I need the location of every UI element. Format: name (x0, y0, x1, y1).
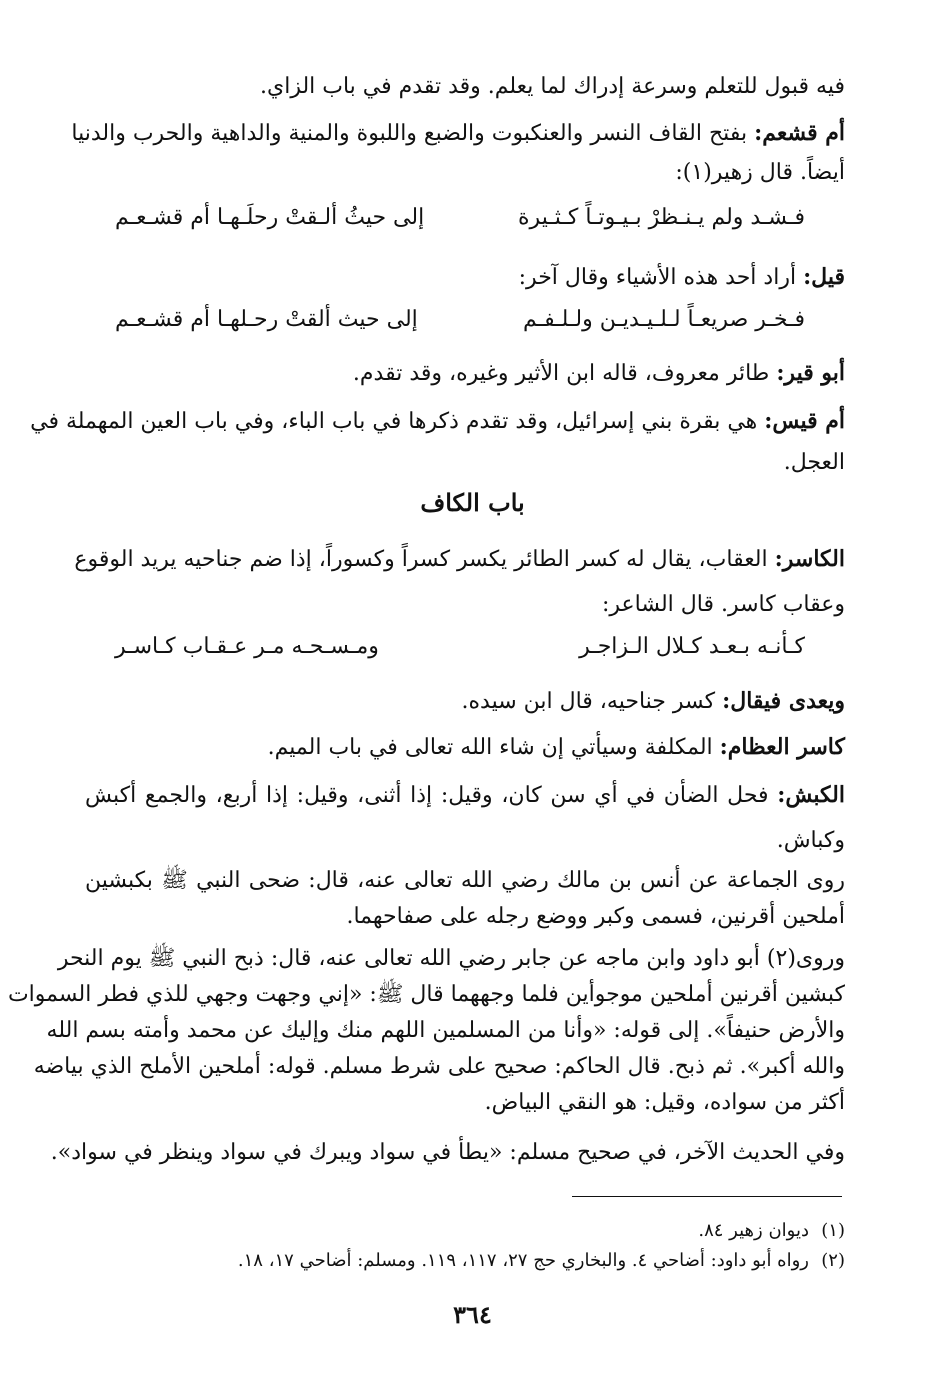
entry-text: العقاب، يقال له كسر الطائر يكسر كسراً وكسوراً، إذا ضم جناحيه يريد الوقوع (74, 547, 775, 572)
entry-term: ويعدى فيقال: (722, 688, 845, 714)
page-number: ٣٦٤ (453, 1300, 492, 1329)
text-line: أكثر من سواده، وقيل: هو النقي البياض. (484, 1090, 845, 1115)
entry-al-kasir (74, 544, 845, 575)
verse-hemistich-second: ومـسـحـه مـر عـقـاب كـاسـر (115, 634, 379, 659)
entry-term: كاسر العظام: (719, 734, 845, 760)
entry-term: قيل: (803, 264, 845, 290)
footnote (85, 1248, 845, 1274)
entry-term: الكاسر: (774, 546, 845, 572)
text-line: فيه قبول للتعلم وسرعة إدراك لما يعلم. وقد تقدم في باب الزاي. (260, 74, 845, 99)
entry-umm-qays (30, 406, 845, 437)
entry-yuada (85, 686, 845, 717)
text-line: وكباش. (776, 828, 845, 853)
chapter-heading: باب الكاف (420, 488, 525, 517)
text-line: العجل. (783, 450, 845, 475)
verse-hemistich-second: إلى حيث ألقتْ رحـلهـا أم قشـعـم (115, 307, 418, 332)
text-line: أملحين أقرنين، فسمى وكبر ووضع رجله على صفاحهما. (346, 904, 845, 929)
entry-text: أراد أحد هذه الأشياء وقال آخر: (518, 265, 804, 290)
text-line: روى الجماعة عن أنس بن مالك رضي الله تعالى عنه، قال: ضحى النبي ﷺ بكبشين (85, 868, 845, 893)
entry-text: المكلفة وسيأتي إن شاء الله تعالى في باب الميم. (267, 735, 720, 760)
entry-umm-qashaam (71, 118, 845, 149)
entry-qeela (85, 262, 845, 293)
verse-line (115, 632, 805, 662)
verse-hemistich-first: فـخـر صريعـاً لـلـيـديـن ولـلـفـم (523, 307, 805, 332)
entry-text: بفتح القاف النسر والعنكبوت والضبع واللبوة والمنية والداهية والحرب والدنيا (71, 121, 755, 146)
footnote-text: ديوان زهير ٨٤. (698, 1220, 809, 1241)
text-line: وفي الحديث الآخر، في صحيح مسلم: «يطأ في سواد ويبرك في سواد وينظر في سواد». (50, 1140, 845, 1165)
entry-text: فحل الضأن في أي سن كان، وقيل: إذا أثنى، وقيل: إذا أربع، والجمع أكبش (85, 783, 778, 808)
footnote-text: رواه أبو داود: أضاحي ٤. والبخاري حج ٢٧، ١١٧، ١١٩. ومسلم: أضاحي ١٧، ١٨. (237, 1250, 809, 1271)
text-line: وعقاب كاسر. قال الشاعر: (601, 592, 845, 617)
footnote-number: (١) (821, 1220, 845, 1241)
text-line: والله أكبر». ثم ذبح. قال الحاكم: صحيح على شرط مسلم. قوله: أملحين الأملح الذي بياضه (33, 1054, 845, 1079)
verse-line (115, 203, 805, 233)
entry-term: أم قيس: (764, 408, 845, 434)
verse-hemistich-first: فـشـد ولم يـنـظرْ بـيـوتـاً كـثـيرة (518, 205, 805, 230)
text-line: وروى(٢) أبو داود وابن ماجه عن جابر رضي الله تعالى عنه، قال: ذبح النبي ﷺ يوم النحر (57, 946, 845, 971)
entry-al-kabsh (85, 780, 845, 811)
text-line: والأرض حنيفاً». إلى قوله: «وأنا من المسلمين اللهم منك وإليك عن محمد وأمته بسم الله (46, 1018, 845, 1043)
entry-text: كسر جناحيه، قال ابن سيده. (461, 689, 723, 714)
entry-term: الكبش: (777, 782, 845, 808)
entry-text: هي بقرة بني إسرائيل، وقد تقدم ذكرها في باب الباء، وفي باب العين المهملة في (30, 409, 765, 434)
entry-abu-qir (85, 358, 845, 389)
entry-text: طائر معروف، قاله ابن الأثير وغيره، وقد تقدم. (352, 361, 777, 386)
footnote-number: (٢) (821, 1250, 845, 1271)
entry-term: أبو قير: (776, 360, 845, 386)
verse-line (115, 305, 805, 335)
text-line: كبشين أقرنين أملحين موجوأين فلما وجههما قال ﷺ: «إني وجهت وجهي للذي فطر السموات (7, 982, 845, 1007)
entry-kasir-al-izam (85, 732, 845, 763)
text-line: أيضاً. قال زهير(١): (675, 160, 845, 185)
entry-term: أم قشعم: (754, 120, 845, 146)
footnote (85, 1218, 845, 1244)
footnote-separator (572, 1196, 842, 1197)
verse-hemistich-second: إلى حيثُ ألـقتْ رحلَـهـا أم قشـعـم (115, 205, 425, 230)
verse-hemistich-first: كـأنـه بـعـد كـلال الـزاجـر (579, 634, 805, 659)
